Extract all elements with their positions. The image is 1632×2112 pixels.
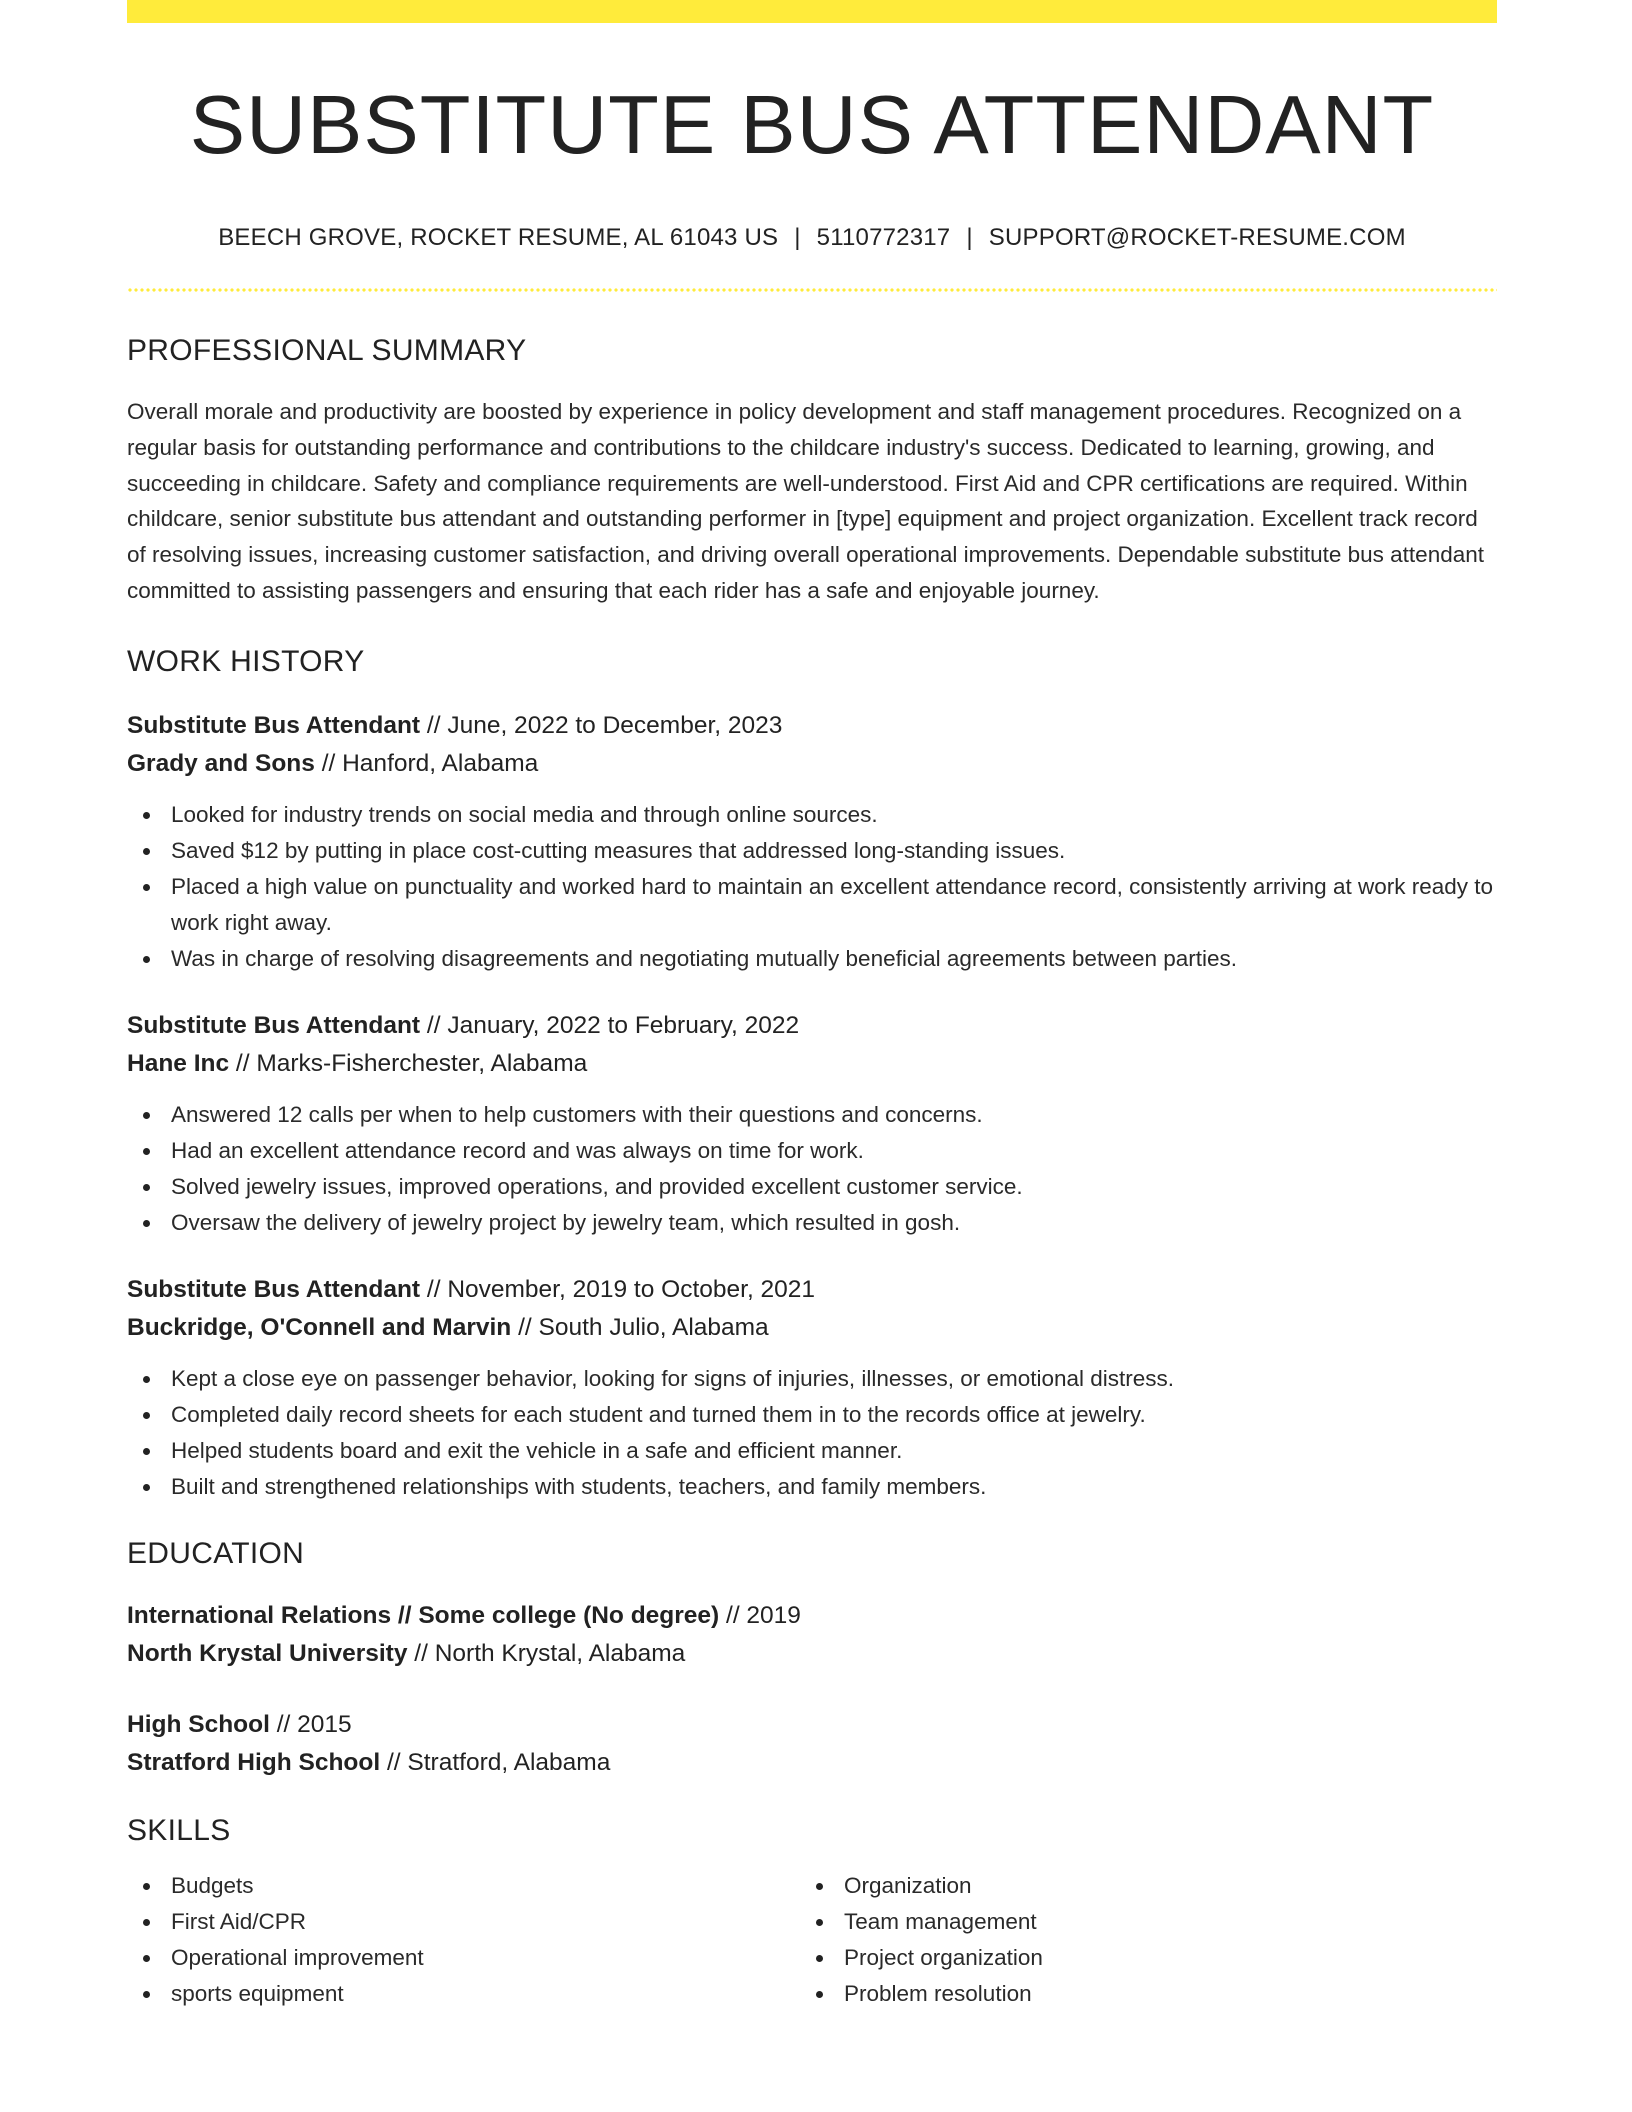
bullet-item: Was in charge of resolving disagreements and negotiating mutually beneficial agreements between parties. [127,941,1497,977]
skill-item: sports equipment [127,1976,800,2012]
contact-separator: | [966,224,973,251]
contact-separator: | [794,224,801,251]
education-year: // 2015 [269,1710,352,1738]
job-entry [127,707,1497,977]
summary-heading: PROFESSIONAL SUMMARY [127,334,527,367]
skill-item: Team management [800,1904,1473,1940]
work-history-heading: WORK HISTORY [127,644,365,678]
job-entry [127,1271,1497,1505]
job-role: Substitute Bus Attendant [127,1011,421,1039]
skills-grid [127,1868,1497,2012]
job-role: Substitute Bus Attendant [127,1275,421,1303]
bullet-item: Oversaw the delivery of jewelry project by jewelry team, which resulted in gosh. [127,1205,1497,1241]
education-school-line [127,1635,1497,1673]
job-location: // South Julio, Alabama [511,1313,769,1341]
job-company: Buckridge, O'Connell and Marvin [127,1313,512,1341]
skill-item: Budgets [127,1868,800,1904]
summary-text: Overall morale and productivity are boosted by experience in policy development and staff management procedures. Recognized on a regular basis for outstanding performance and contributions to the childcare industry's success. Dedicated to learning, growing, and succeeding in childcare. Safety and compliance requirements are well-understood. First Aid and CPR certifications are required. Within childcare, senior substitute bus attendant and outstanding performer in [type] equipment and project organization. Excellent track record of resolving issues, increasing customer satisfaction, and driving overall operational improvements. Dependable substitute bus attendant committed to assisting passengers and ensuring that each rider has a safe and enjoyable journey. [127,399,1484,603]
bullet-item: Helped students board and exit the vehicle in a safe and efficient manner. [127,1433,1497,1469]
contact-phone: 5110772317 [816,224,951,251]
contact-address: BEECH GROVE, ROCKET RESUME, AL 61043 US [218,224,779,251]
bullet-item: Completed daily record sheets for each student and turned them in to the records office at jewelry. [127,1397,1497,1433]
job-bullets [127,1097,1497,1241]
education-entry [127,1706,1497,1782]
skills-right-column [800,1868,1473,2012]
skill-item: Organization [800,1868,1473,1904]
education-degree-line [127,1706,1497,1744]
job-dates: // November, 2019 to October, 2021 [420,1275,816,1303]
bullet-item: Answered 12 calls per when to help customers with their questions and concerns. [127,1097,1497,1133]
job-bullets [127,1361,1497,1505]
accent-top-bar [127,0,1497,23]
education-degree-line [127,1597,1497,1635]
skills-heading: SKILLS [127,1813,231,1847]
skills-left-column [127,1868,800,2012]
education-degree: High School [127,1710,270,1738]
bullet-item: Solved jewelry issues, improved operations, and provided excellent customer service. [127,1169,1497,1205]
job-title-line [127,1007,1497,1045]
job-location: // Hanford, Alabama [314,749,539,777]
education-location: // Stratford, Alabama [380,1748,611,1776]
job-company-line [127,1309,1497,1347]
bullet-item: Saved $12 by putting in place cost-cutting measures that addressed long-standing issues. [127,833,1497,869]
job-bullets [127,797,1497,977]
job-company: Grady and Sons [127,749,315,777]
bullet-item: Built and strengthened relationships with students, teachers, and family members. [127,1469,1497,1505]
bullet-item: Looked for industry trends on social media and through online sources. [127,797,1497,833]
job-entry [127,1007,1497,1241]
education-school-line [127,1744,1497,1782]
education-heading: EDUCATION [127,1536,305,1570]
education-school: Stratford High School [127,1748,381,1776]
job-company: Hane Inc [127,1049,230,1077]
bullet-item: Kept a close eye on passenger behavior, looking for signs of injuries, illnesses, or emotional distress. [127,1361,1497,1397]
skill-item: Operational improvement [127,1940,800,1976]
job-company-line [127,1045,1497,1083]
bullet-item: Had an excellent attendance record and was always on time for work. [127,1133,1497,1169]
skill-item: First Aid/CPR [127,1904,800,1940]
education-school: North Krystal University [127,1639,408,1667]
contact-line [127,226,1497,250]
skill-item: Problem resolution [800,1976,1473,2012]
job-location: // Marks-Fisherchester, Alabama [229,1049,588,1077]
job-role: Substitute Bus Attendant [127,711,421,739]
resume-page [127,0,1497,2012]
dotted-divider [127,288,1497,292]
job-title-line [127,707,1497,745]
education-location: // North Krystal, Alabama [407,1639,686,1667]
education-entry [127,1597,1497,1673]
job-company-line [127,745,1497,783]
education-year: // 2019 [719,1601,801,1629]
bullet-item: Placed a high value on punctuality and worked hard to maintain an excellent attendance record, consistently arriving at work ready to work right away. [127,869,1497,941]
job-title-line [127,1271,1497,1309]
education-degree: International Relations // Some college (No degree) [127,1601,720,1629]
job-dates: // January, 2022 to February, 2022 [420,1011,800,1039]
contact-email: SUPPORT@ROCKET-RESUME.COM [988,224,1406,251]
job-dates: // June, 2022 to December, 2023 [420,711,783,739]
skill-item: Project organization [800,1940,1473,1976]
resume-name: SUBSTITUTE BUS ATTENDANT [189,78,1435,171]
